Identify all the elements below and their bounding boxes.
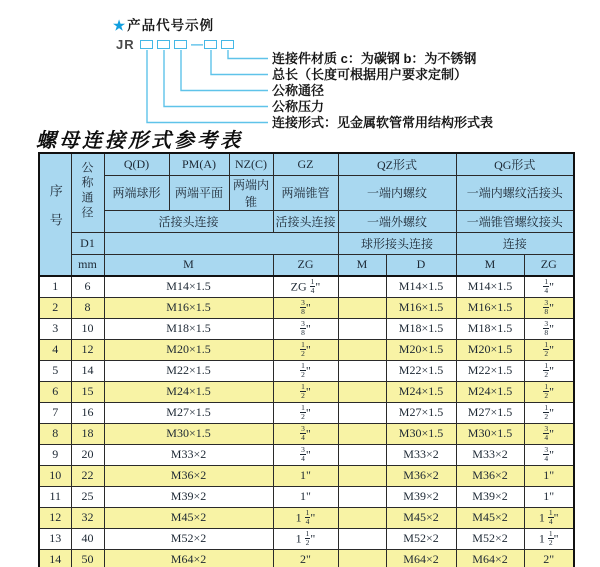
table-row <box>39 444 574 465</box>
cell-gz: 2" <box>273 549 338 567</box>
code-box-5 <box>221 40 234 49</box>
cell-qg-m: M45×2 <box>456 507 524 528</box>
label-total-length: 总长（长度可根据用户要求定制） <box>272 67 468 82</box>
cell-no: 8 <box>39 423 71 444</box>
cell-qz-m <box>338 402 386 423</box>
cell-qg-zg: $\frac{1}{2}$ " <box>524 402 574 423</box>
cell-qg-m: M64×2 <box>456 549 524 567</box>
cell-qz-d: M16×1.5 <box>386 297 456 318</box>
cell-dn: 8 <box>71 297 104 318</box>
cell-m: M14×1.5 <box>104 276 273 297</box>
cell-qg-zg: $\frac{3}{4}$ " <box>524 444 574 465</box>
cell-qg-m: M20×1.5 <box>456 339 524 360</box>
cell-qg-zg: $\frac{1}{2}$ " <box>524 381 574 402</box>
cell-gz: $\frac{3}{8}$ " <box>273 318 338 339</box>
cell-m: M16×1.5 <box>104 297 273 318</box>
cell-gz: $\frac{1}{2}$ " <box>273 360 338 381</box>
cell-dn: 32 <box>71 507 104 528</box>
cell-dn: 20 <box>71 444 104 465</box>
cell-dn: 16 <box>71 402 104 423</box>
gz-connection: 活接头连接 <box>273 210 338 232</box>
cell-no: 6 <box>39 381 71 402</box>
cell-dn: 18 <box>71 423 104 444</box>
product-code-example-label: 产品代号示例 <box>127 18 215 33</box>
cell-m: M39×2 <box>104 486 273 507</box>
cell-qg-zg: 1 $\frac{1}{2}$ " <box>524 528 574 549</box>
empty-cell <box>104 232 338 254</box>
nut-connection-reference-table <box>38 152 575 567</box>
cell-gz: $\frac{1}{2}$ " <box>273 339 338 360</box>
cell-qz-m <box>338 381 386 402</box>
code-prefix: JR <box>116 37 135 52</box>
col-qz-header: QZ形式 <box>338 153 456 175</box>
cell-qg-zg: $\frac{3}{4}$ " <box>524 423 574 444</box>
cell-qz-m <box>338 444 386 465</box>
table-row <box>39 297 574 318</box>
cell-qg-m: M22×1.5 <box>456 360 524 381</box>
cell-m: M20×1.5 <box>104 339 273 360</box>
union-connection: 活接头连接 <box>104 210 273 232</box>
cell-m: M27×1.5 <box>104 402 273 423</box>
cell-qz-d: M24×1.5 <box>386 381 456 402</box>
cell-qg-m: M27×1.5 <box>456 402 524 423</box>
cell-gz: 1" <box>273 465 338 486</box>
cell-no: 14 <box>39 549 71 567</box>
cell-gz: $\frac{3}{4}$ " <box>273 423 338 444</box>
qz-connection: 球形接头连接 <box>338 232 456 254</box>
cell-qz-d: M52×2 <box>386 528 456 549</box>
cell-qz-m <box>338 528 386 549</box>
cell-m: M33×2 <box>104 444 273 465</box>
cell-no: 3 <box>39 318 71 339</box>
cell-dn: 25 <box>71 486 104 507</box>
cell-qg-zg: 1" <box>524 465 574 486</box>
cell-qg-m: M14×1.5 <box>456 276 524 297</box>
table-header <box>39 153 574 276</box>
table-row <box>39 276 574 297</box>
cell-no: 9 <box>39 444 71 465</box>
cell-qz-m <box>338 318 386 339</box>
qg-desc2: 一端锥管螺纹接头 <box>456 210 574 232</box>
cell-qz-d: M39×2 <box>386 486 456 507</box>
cell-no: 11 <box>39 486 71 507</box>
cell-qz-d: M22×1.5 <box>386 360 456 381</box>
cell-qg-m: M52×2 <box>456 528 524 549</box>
table-row <box>39 318 574 339</box>
cell-qg-zg: $\frac{3}{8}$ " <box>524 318 574 339</box>
cell-qg-zg: 1" <box>524 486 574 507</box>
table-row <box>39 381 574 402</box>
col-seq-header: 序号 <box>39 153 71 276</box>
table-row <box>39 528 574 549</box>
cell-qg-zg: $\frac{3}{8}$ " <box>524 297 574 318</box>
cell-m: M18×1.5 <box>104 318 273 339</box>
label-material: 连接件材质 c：为碳钢 b：为不锈钢 <box>272 51 477 66</box>
cell-no: 1 <box>39 276 71 297</box>
col-gz-header: GZ <box>273 153 338 175</box>
label-connection-form: 连接形式：见金属软管常用结构形式表 <box>272 115 494 130</box>
col-dn-header: 公称通径 <box>71 153 104 232</box>
cell-dn: 6 <box>71 276 104 297</box>
col-qg-header: QG形式 <box>456 153 574 175</box>
cell-qg-zg: $\frac{1}{4}$ " <box>524 276 574 297</box>
cell-qz-m <box>338 276 386 297</box>
cell-qg-m: M24×1.5 <box>456 381 524 402</box>
cell-gz: 1 $\frac{1}{4}$ " <box>273 507 338 528</box>
cell-qg-zg: $\frac{1}{2}$ " <box>524 339 574 360</box>
cell-gz: 1" <box>273 486 338 507</box>
table-row <box>39 339 574 360</box>
cell-m: M30×1.5 <box>104 423 273 444</box>
code-dash: — <box>191 37 203 51</box>
cell-qz-m <box>338 339 386 360</box>
cell-qz-d: M45×2 <box>386 507 456 528</box>
qg-desc1: 一端内螺纹活接头 <box>456 175 574 210</box>
q-desc: 两端球形 <box>104 175 169 210</box>
cell-qg-m: M18×1.5 <box>456 318 524 339</box>
cell-m: M45×2 <box>104 507 273 528</box>
qg-m-header: M <box>456 254 524 276</box>
table-row <box>39 486 574 507</box>
label-nominal-pressure: 公称压力 <box>272 99 325 114</box>
label-nominal-diameter: 公称通径 <box>272 83 325 98</box>
cell-qz-d: M14×1.5 <box>386 276 456 297</box>
cell-no: 12 <box>39 507 71 528</box>
cell-dn: 10 <box>71 318 104 339</box>
col-q-header: Q(D) <box>104 153 169 175</box>
cell-no: 2 <box>39 297 71 318</box>
cell-qz-d: M20×1.5 <box>386 339 456 360</box>
d1-header: D1 <box>71 232 104 254</box>
code-box-1 <box>140 40 153 49</box>
star-icon: ★ <box>113 18 127 33</box>
cell-no: 5 <box>39 360 71 381</box>
cell-m: M22×1.5 <box>104 360 273 381</box>
cell-dn: 14 <box>71 360 104 381</box>
cell-dn: 40 <box>71 528 104 549</box>
cell-qg-zg: 2" <box>524 549 574 567</box>
code-box-3 <box>174 40 187 49</box>
table-row <box>39 549 574 567</box>
cell-qz-m <box>338 360 386 381</box>
cell-qz-d: M27×1.5 <box>386 402 456 423</box>
cell-m: M52×2 <box>104 528 273 549</box>
cell-dn: 22 <box>71 465 104 486</box>
qg-connection: 连接 <box>456 232 574 254</box>
cell-qz-m <box>338 465 386 486</box>
code-boxes <box>140 37 234 51</box>
cell-qz-m <box>338 507 386 528</box>
cell-dn: 12 <box>71 339 104 360</box>
cell-qz-d: M18×1.5 <box>386 318 456 339</box>
table-body <box>39 276 574 567</box>
cell-qg-m: M36×2 <box>456 465 524 486</box>
nz-desc: 两端内锥 <box>229 175 273 210</box>
cell-qg-m: M33×2 <box>456 444 524 465</box>
cell-qz-d: M33×2 <box>386 444 456 465</box>
cell-no: 13 <box>39 528 71 549</box>
qz-desc1: 一端内螺纹 <box>338 175 456 210</box>
cell-no: 10 <box>39 465 71 486</box>
cell-gz: ZG $\frac{1}{4}$ " <box>273 276 338 297</box>
qz-desc2: 一端外螺纹 <box>338 210 456 232</box>
cell-m: M36×2 <box>104 465 273 486</box>
cell-qg-m: M30×1.5 <box>456 423 524 444</box>
cell-gz: $\frac{3}{4}$ " <box>273 444 338 465</box>
cell-qg-m: M39×2 <box>456 486 524 507</box>
col-pm-header: PM(A) <box>169 153 229 175</box>
gz-desc: 两端锥管 <box>273 175 338 210</box>
col-nz-header: NZ(C) <box>229 153 273 175</box>
cell-gz: $\frac{3}{8}$ " <box>273 297 338 318</box>
code-box-4 <box>204 40 217 49</box>
table-row <box>39 360 574 381</box>
cell-qz-d: M64×2 <box>386 549 456 567</box>
cell-qg-zg: $\frac{1}{2}$ " <box>524 360 574 381</box>
qz-m-header: M <box>338 254 386 276</box>
unit-mm-header: mm <box>71 254 104 276</box>
cell-dn: 50 <box>71 549 104 567</box>
table-row <box>39 402 574 423</box>
cell-m: M64×2 <box>104 549 273 567</box>
qg-zg-header: ZG <box>524 254 574 276</box>
m-header: M <box>104 254 273 276</box>
cell-qg-zg: 1 $\frac{1}{4}$ " <box>524 507 574 528</box>
code-box-2 <box>157 40 170 49</box>
cell-gz: $\frac{1}{2}$ " <box>273 381 338 402</box>
cell-gz: $\frac{1}{2}$ " <box>273 402 338 423</box>
cell-m: M24×1.5 <box>104 381 273 402</box>
zg-header: ZG <box>273 254 338 276</box>
cell-qz-m <box>338 297 386 318</box>
cell-qg-m: M16×1.5 <box>456 297 524 318</box>
table-title: 螺母连接形式参考表 <box>36 128 243 152</box>
cell-dn: 15 <box>71 381 104 402</box>
cell-no: 7 <box>39 402 71 423</box>
cell-qz-d: M36×2 <box>386 465 456 486</box>
qz-d-header: D <box>386 254 456 276</box>
cell-gz: 1 $\frac{1}{2}$ " <box>273 528 338 549</box>
cell-qz-m <box>338 423 386 444</box>
cell-no: 4 <box>39 339 71 360</box>
cell-qz-d: M30×1.5 <box>386 423 456 444</box>
cell-qz-m <box>338 486 386 507</box>
product-code-example-title <box>113 14 214 34</box>
cell-qz-m <box>338 549 386 567</box>
table-row <box>39 465 574 486</box>
pm-desc: 两端平面 <box>169 175 229 210</box>
table-row <box>39 507 574 528</box>
table-row <box>39 423 574 444</box>
